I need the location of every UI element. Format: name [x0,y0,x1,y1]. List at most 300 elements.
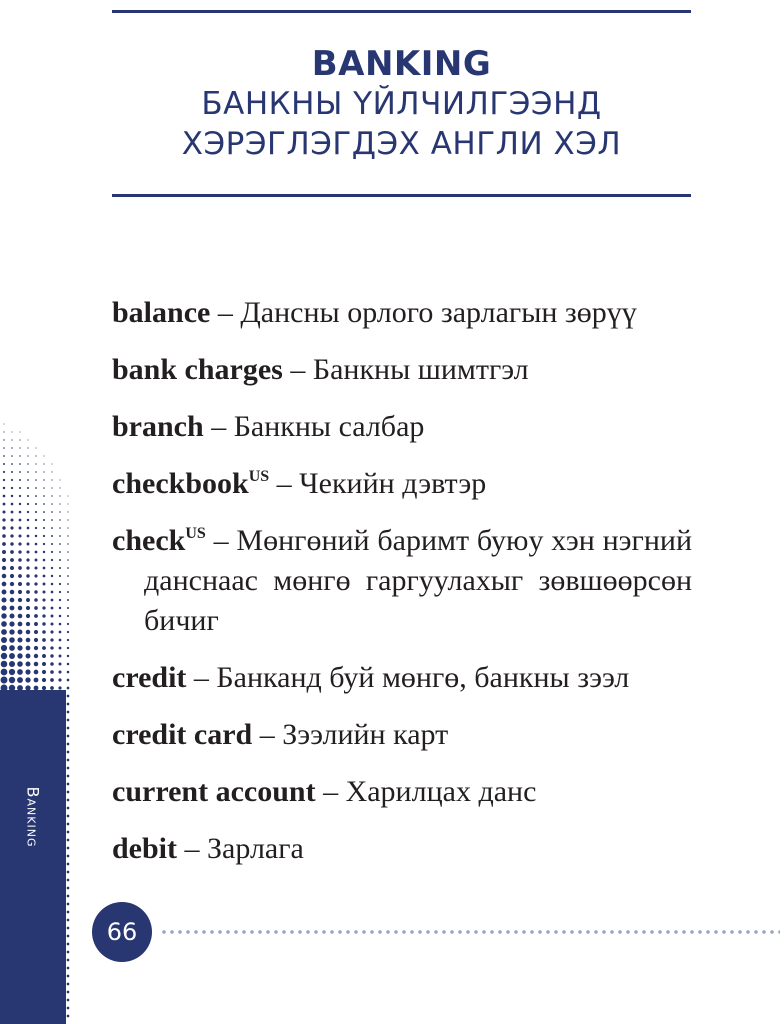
halftone-dot [35,479,37,481]
halftone-dot [19,503,21,505]
entry-term: current account [112,775,316,808]
halftone-dot [9,653,15,659]
halftone-dot [1,597,6,602]
halftone-dot [59,623,62,626]
halftone-dot [67,1015,70,1018]
halftone-dot [67,735,70,738]
halftone-dot [9,661,15,667]
halftone-dot [42,630,46,634]
halftone-dot [59,543,61,545]
halftone-dot [2,558,6,562]
halftone-dot [67,879,70,882]
halftone-dot [3,487,5,489]
halftone-dot [59,631,62,634]
halftone-dot [3,431,4,432]
halftone-dot [11,463,13,465]
halftone-dot [42,622,45,625]
halftone-dot [51,471,52,472]
halftone-dot [43,479,44,480]
halftone-dot [43,551,45,553]
halftone-dot [3,447,5,449]
entry-term: credit [112,661,187,694]
halftone-dot [51,575,53,577]
page-number: 66 [92,902,152,962]
halftone-dot [18,574,22,578]
entry-definition: Харилцах данс [345,775,537,808]
halftone-dot [34,582,37,585]
entry-dash: – [193,661,209,694]
halftone-dot [26,646,31,651]
halftone-dot [10,550,14,554]
halftone-dot [1,677,8,684]
halftone-dot [2,534,6,538]
halftone-dot [9,637,15,643]
entry-dash: – [290,353,306,386]
halftone-dot [19,495,21,497]
halftone-dot [11,487,13,489]
entry-term-text: checkbook [112,467,249,500]
halftone-dot [43,487,45,489]
halftone-dot [35,487,37,489]
halftone-dot [2,550,6,554]
halftone-dot [67,847,70,850]
halftone-dot [2,566,6,570]
halftone-dot [58,662,61,665]
halftone-dot [34,678,39,683]
halftone-dot [67,943,70,946]
glossary-entry [112,464,692,504]
halftone-dot [59,527,61,529]
halftone-dot [67,911,70,914]
halftone-dot [51,607,54,610]
halftone-dot [67,919,70,922]
halftone-dot [34,606,38,610]
halftone-dot [51,591,54,594]
halftone-dot [59,599,61,601]
halftone-dot [59,559,61,561]
dotted-line [160,929,780,935]
halftone-dot [11,479,13,481]
halftone-dot [18,550,21,553]
halftone-dot [51,495,52,496]
halftone-dot [59,655,62,658]
halftone-dot [34,622,38,626]
halftone-dot [11,471,13,473]
halftone-dot [42,614,45,617]
halftone-dot [59,647,62,650]
halftone-dot [27,535,30,538]
halftone-dot [9,613,14,618]
halftone-dot [67,527,68,528]
halftone-dot [51,463,52,464]
entry-dash: – [213,524,229,557]
halftone-dot [1,637,7,643]
entry-dash: – [217,296,233,329]
halftone-dot [26,622,30,626]
halftone-dot [34,670,39,675]
halftone-dot [67,519,68,520]
entry-definition: Банканд буй мөнгө, банкны зээл [216,661,630,694]
halftone-dot [27,511,29,513]
halftone-dot [42,678,46,682]
halftone-dot [18,534,21,537]
halftone-dot [67,567,69,569]
halftone-dot [67,511,68,512]
halftone-dot [9,629,14,634]
halftone-dot [11,455,13,457]
halftone-dot [67,719,70,722]
halftone-dot [17,669,23,675]
halftone-dot [67,591,69,593]
halftone-dot [35,463,36,464]
halftone-dot [26,654,31,659]
halftone-dot [19,463,21,465]
halftone-dot [26,566,29,569]
entry-definition: Зарлага [207,832,304,865]
halftone-dot [59,639,62,642]
halftone-dot [51,599,54,602]
halftone-dot [67,687,70,690]
halftone-dot [51,487,52,488]
glossary-entry [112,829,692,869]
halftone-dot [59,583,61,585]
entry-term: branch [112,410,204,443]
halftone-dot [67,775,70,778]
halftone-dot [26,638,31,643]
halftone-dot [59,479,60,480]
halftone-dot [9,669,15,675]
title-english: BANKING [311,44,492,84]
halftone-dot [18,614,23,619]
entry-dash: – [184,832,200,865]
halftone-dot [50,670,54,674]
halftone-dot [26,550,29,553]
halftone-dot [17,661,23,667]
entry-term [112,524,206,557]
halftone-dot [11,511,14,514]
halftone-dot [67,767,70,770]
halftone-dot [26,598,30,602]
halftone-dot [43,583,46,586]
halftone-dot [2,574,7,579]
entry-term: balance [112,296,211,329]
halftone-dot [67,991,70,994]
entry-dash: – [323,775,339,808]
title-mongolian-line1: БАНКНЫ ҮЙЛЧИЛГЭЭНД [201,86,602,122]
halftone-dot [35,543,38,546]
halftone-dot [43,519,45,521]
glossary-entry [112,715,692,755]
halftone-dot [1,613,6,618]
halftone-dot [51,567,53,569]
halftone-dot [19,479,21,481]
halftone-dot [67,935,70,938]
halftone-dot [26,574,29,577]
halftone-dot [26,582,30,586]
halftone-dot [34,654,38,658]
halftone-dot [1,605,6,610]
halftone-dot [11,503,14,506]
halftone-dot [42,670,46,674]
halftone-dot [2,582,7,587]
halftone-dot [42,598,45,601]
halftone-dot [9,677,15,683]
halftone-dot [10,606,15,611]
halftone-dot [3,479,5,481]
glossary-entry [112,658,692,698]
title-mongolian-line2: ХЭРЭГЛЭГДЭХ АНГЛИ ХЭЛ [181,126,622,162]
halftone-dot [50,662,54,666]
halftone-dot [58,678,61,681]
halftone-dot [51,519,53,521]
halftone-dot [67,615,69,617]
halftone-dot [43,567,46,570]
halftone-dot [11,519,14,522]
halftone-dot [1,653,7,659]
halftone-dot [1,661,8,668]
halftone-dot [18,622,23,627]
halftone-dot [67,703,70,706]
entry-term [112,467,269,500]
halftone-dot [67,647,69,649]
entry-definition: Чекийн дэвтэр [299,467,487,500]
halftone-dot [67,727,70,730]
halftone-dot [18,630,23,635]
halftone-dot [51,543,53,545]
halftone-dot [35,503,37,505]
halftone-dot [67,695,70,698]
halftone-dot [10,582,14,586]
halftone-dot [59,575,61,577]
halftone-dot [35,495,37,497]
page-header [112,44,691,164]
halftone-dot [58,670,61,673]
halftone-dot [18,558,22,562]
halftone-dot [19,439,20,440]
halftone-dot [26,590,30,594]
halftone-dot [34,614,38,618]
glossary-entry [112,407,692,447]
halftone-dot [67,639,69,641]
halftone-dot [43,527,45,529]
halftone-dot [17,645,22,650]
halftone-dot [18,582,22,586]
halftone-dot [51,615,54,618]
halftone-dot [10,534,13,537]
halftone-dot [43,543,45,545]
halftone-dot [67,791,70,794]
halftone-dot [27,439,28,440]
halftone-dot [42,638,46,642]
halftone-dot [10,574,14,578]
halftone-dot [67,823,70,826]
halftone-dot [67,503,68,504]
halftone-dot [50,646,53,649]
halftone-dot [10,590,15,595]
halftone-dot [25,661,30,666]
halftone-dot [51,527,53,529]
halftone-dot [67,831,70,834]
halftone-dot [3,463,5,465]
halftone-dot [67,551,69,553]
halftone-dot [67,559,69,561]
halftone-dot [2,518,5,521]
halftone-dot [27,503,29,505]
halftone-dot [9,621,14,626]
halftone-dot [50,654,53,657]
section-tab-label-wrap [0,690,66,1024]
halftone-dot [67,863,70,866]
entry-definition: Банкны шимтгэл [312,353,529,386]
halftone-dot [11,447,12,448]
halftone-dot [27,527,30,530]
halftone-dot [67,495,68,496]
halftone-dot [2,590,7,595]
halftone-dot [35,559,38,562]
halftone-dot [35,519,37,521]
entry-term: bank charges [112,353,283,386]
halftone-dot [2,526,5,529]
halftone-dot [17,653,22,658]
halftone-dot [1,629,7,635]
halftone-dot [25,677,30,682]
entry-term-text: check [112,524,186,557]
halftone-dot [67,751,70,754]
entry-definition: Мөнгөний баримт буюу хэн нэгний данснаас мөнгө гаргуулахыг зөвшөөрсөн бичиг [144,524,693,637]
entry-term: credit card [112,718,253,751]
halftone-dot [34,638,38,642]
halftone-dot [34,566,37,569]
halftone-dot [11,439,12,440]
halftone-dot [17,677,23,683]
halftone-dot [67,983,70,986]
halftone-dot [27,487,29,489]
halftone-dot [67,951,70,954]
halftone-dot [59,567,61,569]
halftone-dot [10,598,15,603]
halftone-dot [1,645,7,651]
halftone-dot [67,759,70,762]
entry-definition: Банкны салбар [233,410,425,443]
halftone-dot [35,551,38,554]
halftone-dot [43,455,44,456]
halftone-dot [11,431,12,432]
halftone-dot [10,542,13,545]
entry-dash: – [259,718,275,751]
halftone-dot [35,455,36,456]
glossary-entry [112,293,692,333]
halftone-dot [19,455,20,456]
halftone-dot [19,511,22,514]
halftone-dot [26,606,30,610]
halftone-dot [43,511,45,513]
halftone-dot [59,487,60,488]
halftone-dot [50,678,54,682]
halftone-dot [1,621,7,627]
halftone-dot [35,535,37,537]
halftone-dot [51,535,53,537]
halftone-dot [67,927,70,930]
halftone-dot [59,503,60,504]
halftone-dot [27,543,30,546]
halftone-dot [11,495,13,497]
halftone-dot [43,495,45,497]
halftone-dot [27,495,29,497]
halftone-dot [50,630,53,633]
halftone-dot [19,447,20,448]
top-rule [112,10,691,13]
halftone-dot [67,631,69,633]
halftone-dot [67,783,70,786]
halftone-dot [25,669,30,674]
halftone-dot [67,623,69,625]
entry-dash: – [211,410,227,443]
halftone-dot [27,471,29,473]
halftone-dot [50,622,53,625]
halftone-dot [42,662,46,666]
halftone-dot [43,535,45,537]
halftone-dot [19,431,20,432]
halftone-dot [26,558,29,561]
halftone-dot [2,542,6,546]
entry-term: debit [112,832,178,865]
halftone-dot [50,638,53,641]
halftone-dot [51,511,53,513]
halftone-dot [67,799,70,802]
halftone-dot [42,590,45,593]
halftone-dot [27,463,28,464]
halftone-dot [35,471,36,472]
halftone-dot [51,559,53,561]
halftone-dot [34,662,39,667]
glossary-entry [112,521,692,641]
halftone-dot [1,669,8,676]
halftone-dot [59,615,62,618]
halftone-dot [59,607,61,609]
halftone-dot [27,519,29,521]
halftone-dot [67,967,70,970]
halftone-dot [35,527,37,529]
halftone-dot [27,455,28,456]
entry-dash: – [276,467,292,500]
halftone-dot [59,591,61,593]
halftone-dot [19,487,21,489]
halftone-dot [67,679,70,682]
halftone-dot [27,479,29,481]
glossary-list [112,293,692,886]
halftone-dot [67,855,70,858]
halftone-dot [3,439,4,440]
halftone-dot [34,646,38,650]
halftone-dot [3,503,6,506]
halftone-dot [42,606,45,609]
halftone-dot [59,519,60,520]
halftone-dot [18,566,22,570]
halftone-dot [67,807,70,810]
halftone-dot [10,558,14,562]
halftone-dot [67,607,69,609]
halftone-dot [17,637,22,642]
section-tab-label: Banking [23,786,43,848]
us-superscript: US [185,525,206,542]
glossary-entry [112,772,692,812]
halftone-dot [59,495,60,496]
halftone-dot [18,590,22,594]
halftone-dot [9,645,15,651]
halftone-dot [59,535,61,537]
glossary-entry [112,350,692,390]
halftone-dot [3,471,5,473]
